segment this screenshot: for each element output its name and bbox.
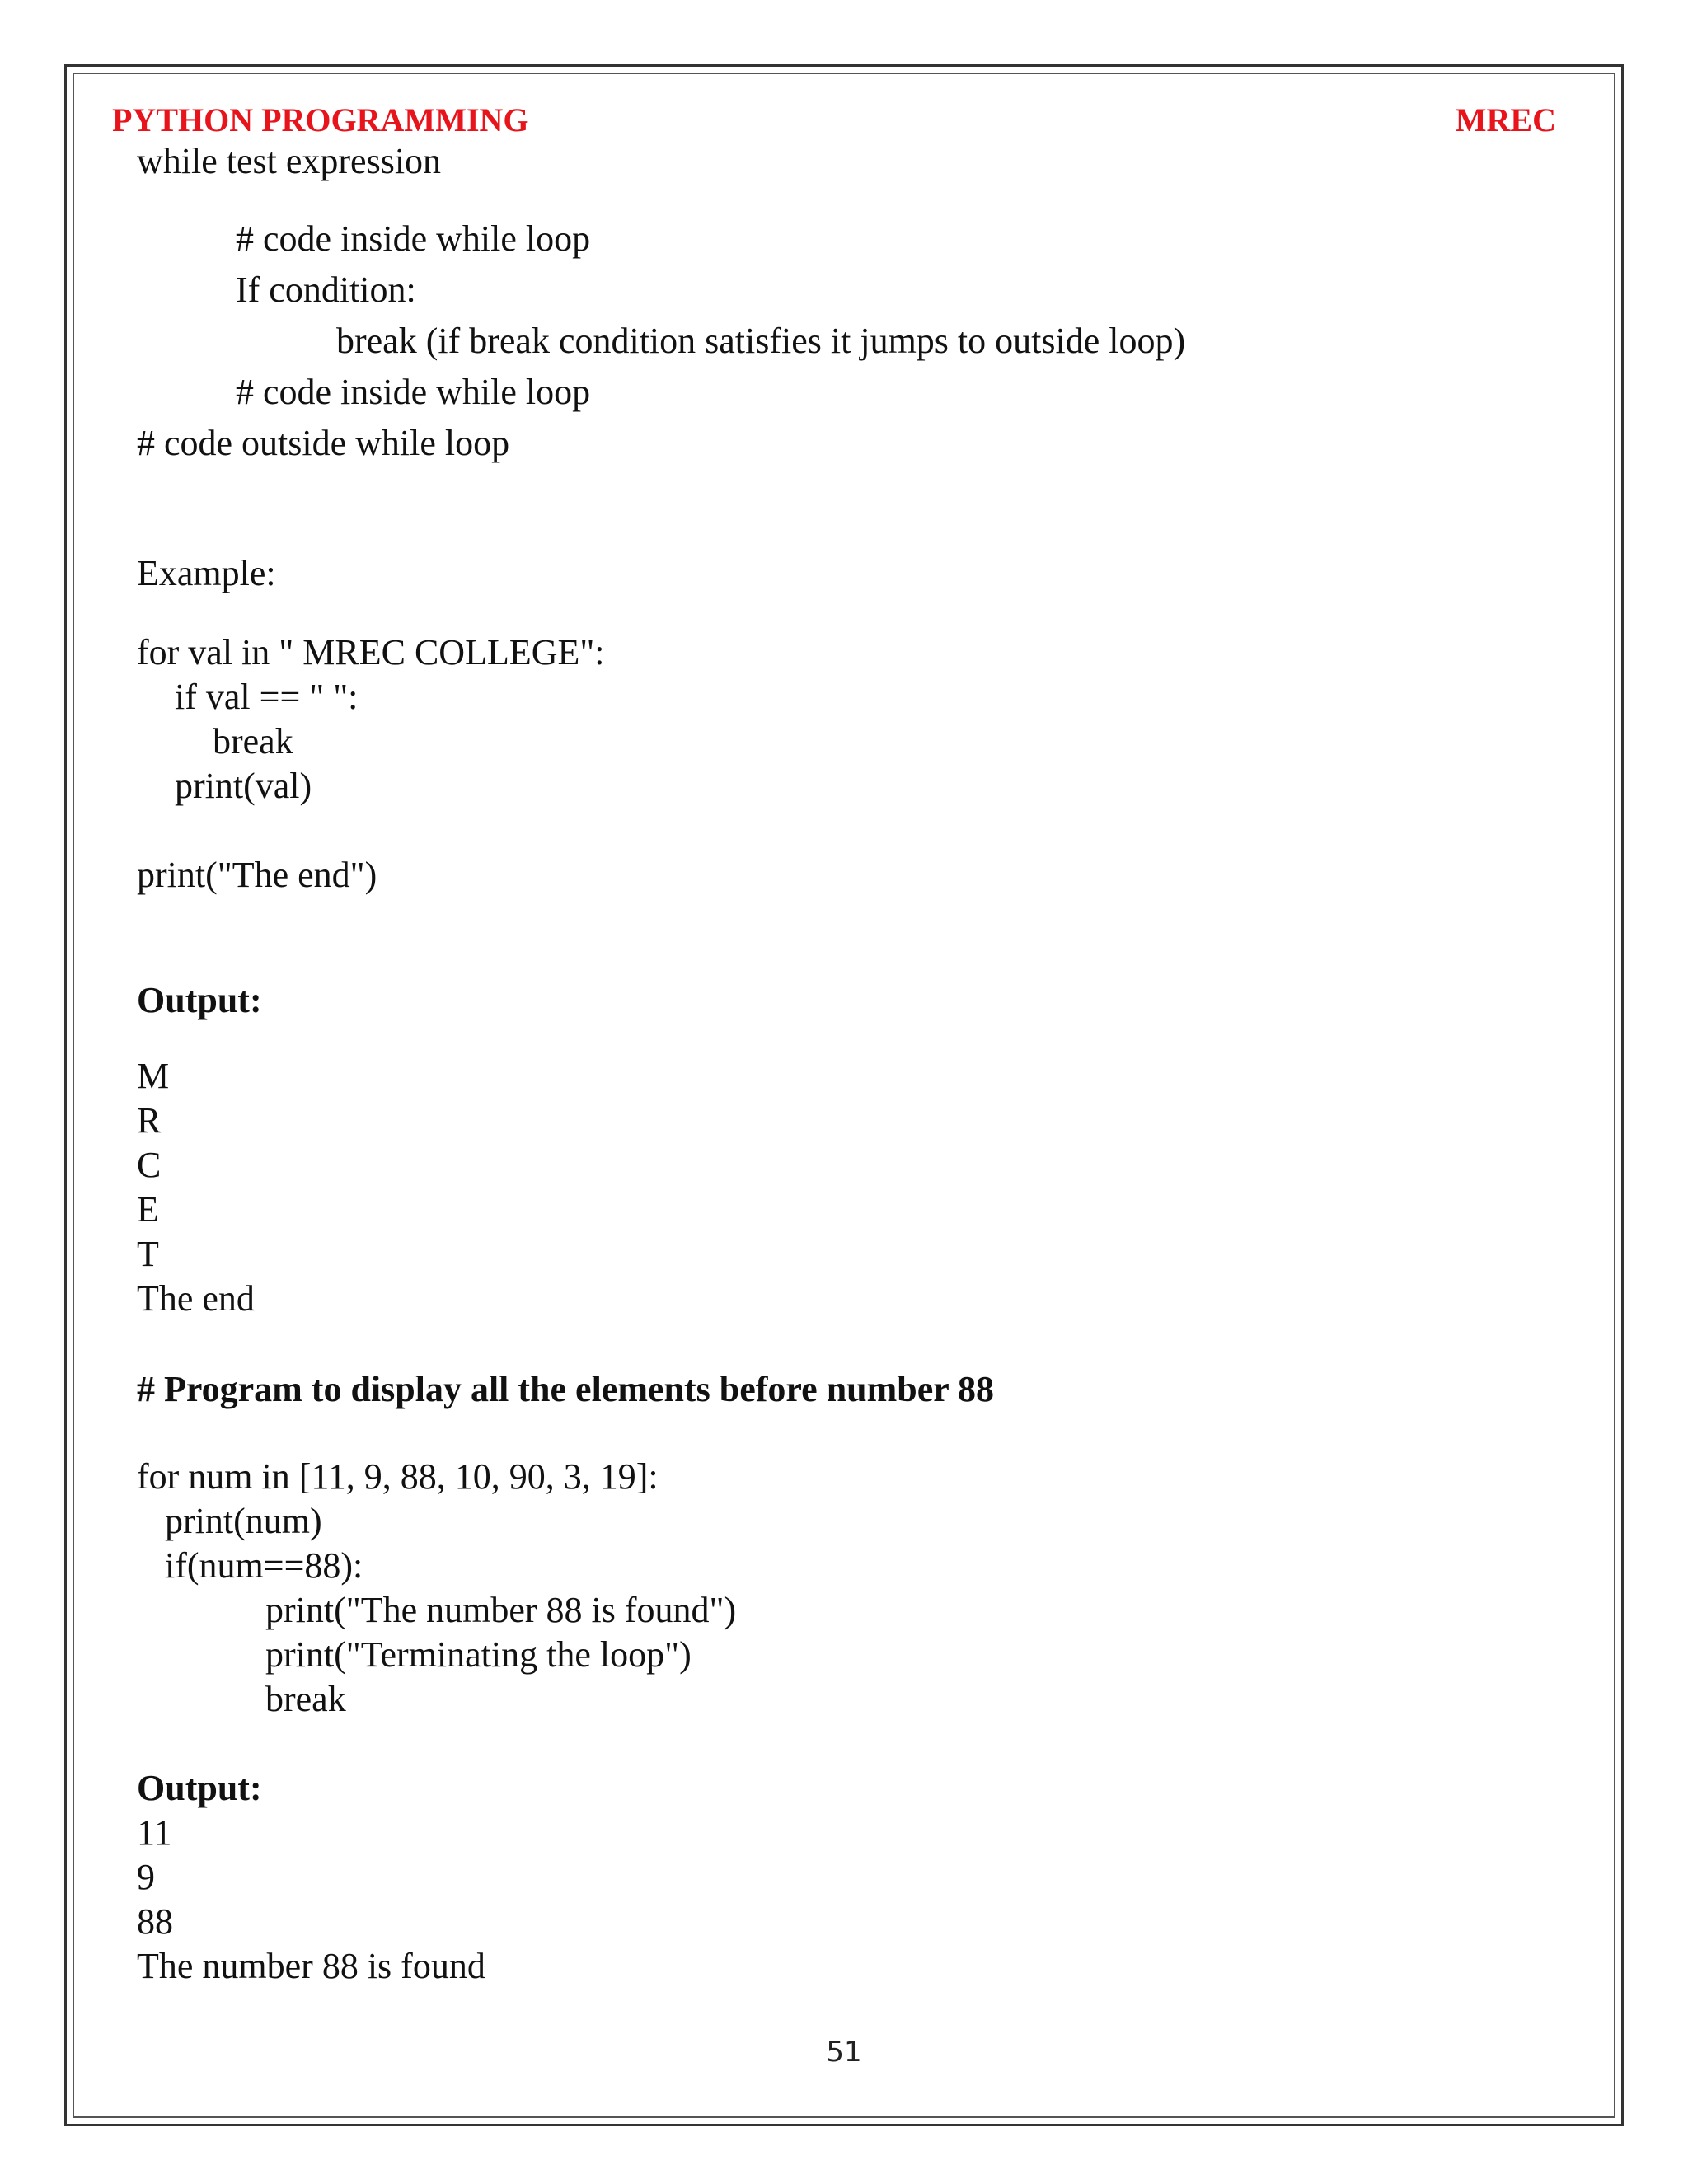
code-line: print(num) [165, 1501, 322, 1541]
syntax-line: # code inside while loop [236, 218, 591, 259]
output-line: T [137, 1234, 159, 1274]
code-line: print("Terminating the loop") [265, 1634, 692, 1675]
output-line: 11 [137, 1812, 172, 1853]
syntax-line: # code outside while loop [137, 423, 510, 463]
header-course-title: PYTHON PROGRAMMING [112, 101, 529, 138]
syntax-line: while test expression [137, 141, 442, 181]
output-line: E [137, 1189, 159, 1230]
code-line: if(num==88): [165, 1545, 363, 1586]
code-line: break [265, 1679, 346, 1719]
output-line: The end [137, 1278, 255, 1319]
code-line: for val in " MREC COLLEGE": [137, 632, 605, 673]
output-label: Output: [137, 1768, 262, 1808]
output-line: 9 [137, 1857, 155, 1897]
output-line: C [137, 1145, 162, 1185]
code-line: print(val) [175, 766, 312, 806]
code-line: for num in [11, 9, 88, 10, 90, 3, 19]: [137, 1456, 659, 1497]
output-line: R [137, 1100, 162, 1141]
output-line: The number 88 is found [137, 1946, 485, 1986]
code-line: print("The end") [137, 855, 377, 895]
code-line: break [213, 721, 293, 762]
example-label: Example: [137, 553, 276, 593]
syntax-line: # code inside while loop [236, 372, 591, 412]
code-line: if val == " ": [175, 677, 359, 717]
code-line: print("The number 88 is found") [265, 1590, 737, 1630]
syntax-line: If condition: [236, 269, 416, 310]
page-number: 51 [826, 2036, 862, 2069]
output-line: M [137, 1056, 170, 1096]
output-line: 88 [137, 1901, 173, 1942]
header-institution: MREC [1455, 101, 1556, 138]
program-heading: # Program to display all the elements before number 88 [137, 1369, 995, 1409]
syntax-line: break (if break condition satisfies it jumps to outside loop) [336, 321, 1186, 361]
output-label: Output: [137, 980, 262, 1020]
